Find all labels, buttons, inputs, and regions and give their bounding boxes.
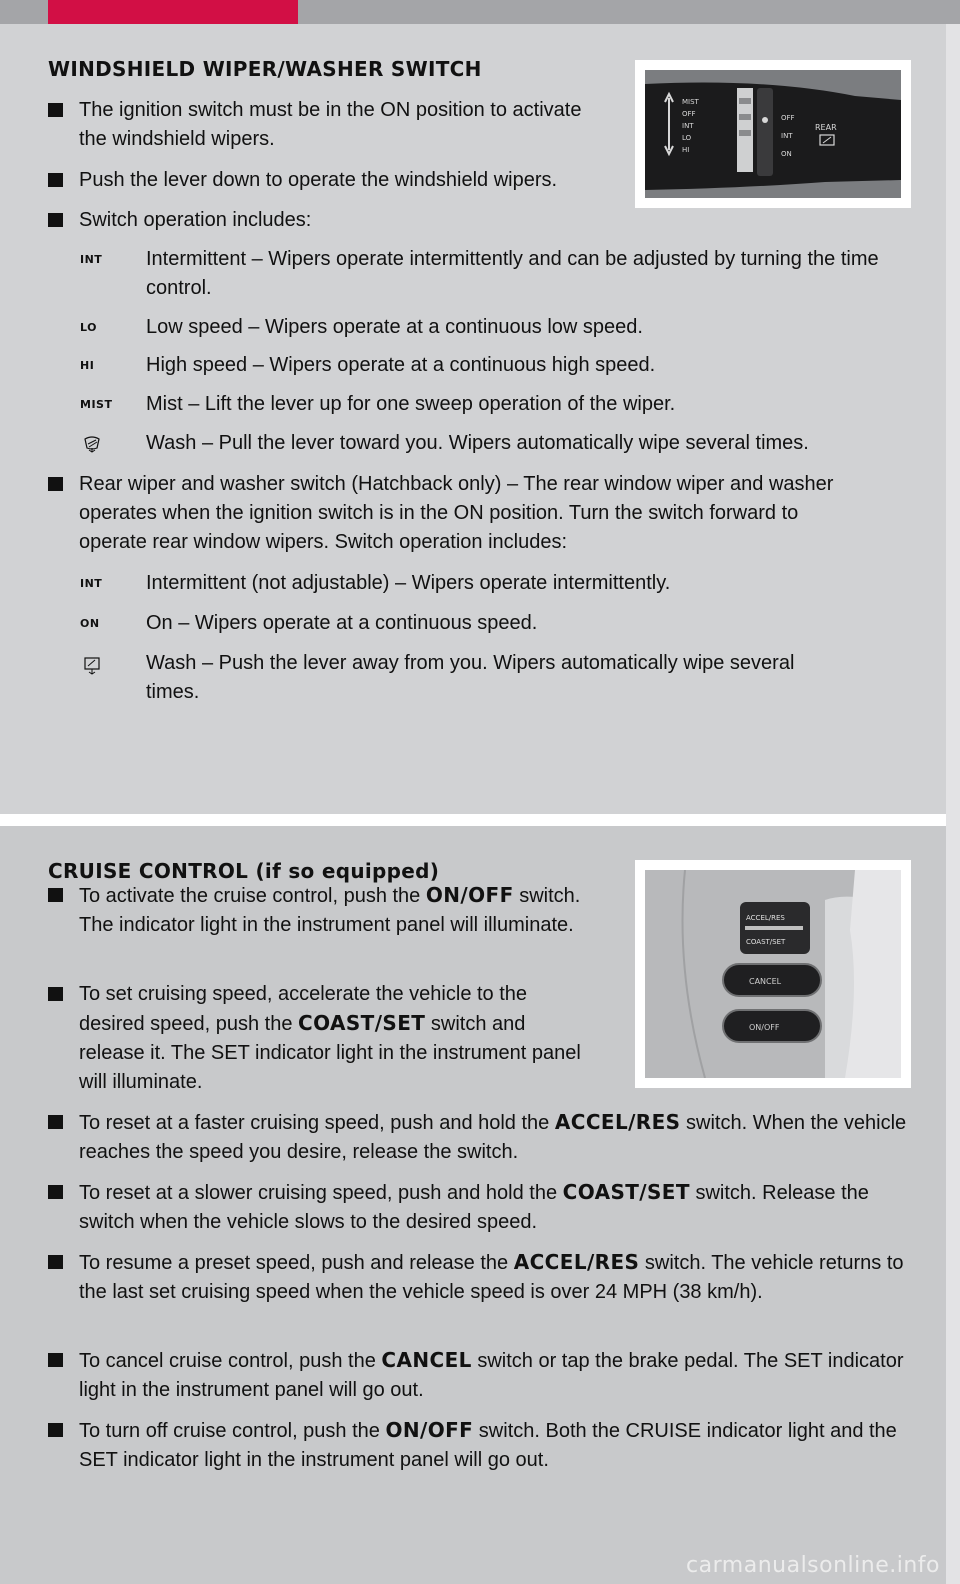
photo-label-rear-on: ON (781, 150, 792, 158)
photo-label-on-off: ON/OFF (749, 1023, 780, 1032)
bullet-square-icon (48, 103, 63, 117)
wiper-lever-illustration (645, 70, 901, 198)
bullet-square-icon (48, 1255, 63, 1269)
photo-label-off: OFF (682, 110, 696, 118)
bullet-square-icon (48, 987, 63, 1001)
bullet-square-icon (48, 213, 63, 227)
top-bar (0, 0, 960, 24)
bullet-square-icon (48, 1185, 63, 1199)
bullet-square-icon (48, 1423, 63, 1437)
washer-icon (82, 435, 102, 453)
bullet-square-icon (48, 1115, 63, 1129)
top-bar-accent (48, 0, 298, 24)
wiper-heading: WINDSHIELD WIPER/WASHER SWITCH (48, 57, 482, 81)
bullet-square-icon (48, 477, 63, 491)
photo-label-mist: MIST (682, 98, 699, 106)
cruise-switch-illustration (645, 870, 901, 1078)
photo-label-rear: REAR (815, 123, 837, 132)
photo-label-rear-int: INT (781, 132, 793, 140)
watermark: carmanualsonline.info (686, 1553, 940, 1578)
photo-label-coast-set: COAST/SET (746, 938, 786, 946)
photo-label-cancel: CANCEL (749, 977, 782, 986)
bullet-square-icon (48, 1353, 63, 1367)
photo-label-hi: HI (682, 146, 690, 154)
bullet-square-icon (48, 173, 63, 187)
bullet-square-icon (48, 888, 63, 902)
cruise-heading: CRUISE CONTROL (if so equipped) (48, 859, 440, 883)
rear-washer-icon (82, 655, 102, 675)
right-margin-strip (946, 24, 960, 1584)
wiper-switch-photo (635, 60, 911, 208)
cruise-switch-photo (635, 860, 911, 1088)
photo-label-accel-res: ACCEL/RES (746, 914, 785, 922)
photo-label-int: INT (682, 122, 694, 130)
photo-label-lo: LO (682, 134, 692, 142)
photo-label-rear-off: OFF (781, 114, 795, 122)
